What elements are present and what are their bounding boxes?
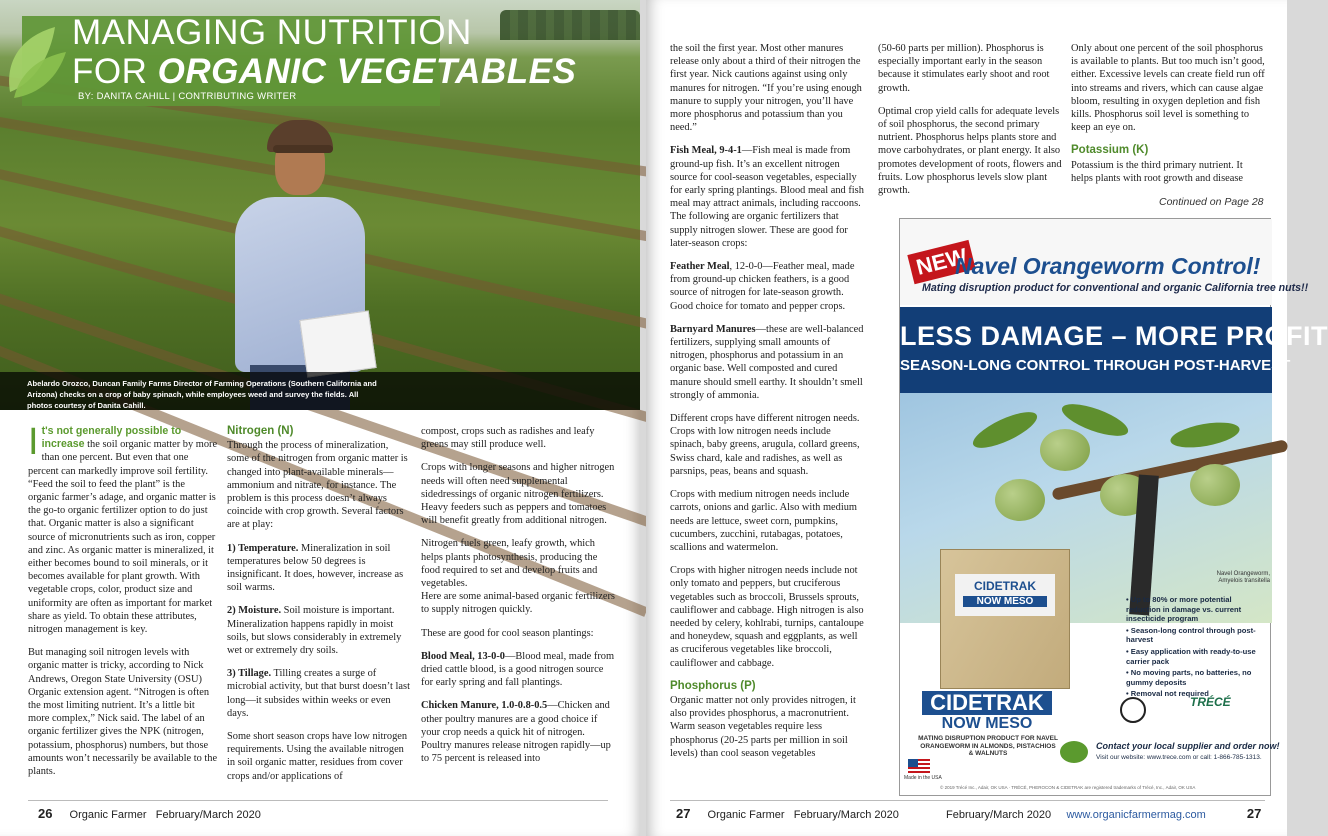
issue-date: February/March 2020 [155,809,261,821]
leaf-logo-icon [0,12,72,108]
ad-new-badge: NEW [907,240,976,284]
trece-logo: TRÉCÉ [1190,695,1231,709]
paragraph: Optimal crop yield calls for adequate levels of soil phosphorus, the second primary nutrient. Phosphorus helps plants store and move carbohydrates, or plant energy. It also promotes development of roots, flowers and fruits. Low phosphorus levels slow plant growth. [878,105,1062,197]
footer-rule [28,800,608,801]
ad-contact-details: Visit our website: www.trece.com or call: 1-866-785-1313. [1096,754,1262,761]
section-heading-nitrogen: Nitrogen (N) [227,425,294,437]
ad-bullet: • Removal not required [1126,689,1266,699]
section-heading-phosphorus: Phosphorus (P) [670,679,756,692]
ad-banner-subtitle: SEASON-LONG CONTROL THROUGH POST-HARVEST [900,357,1291,374]
intro-paragraph: It's not generally possible to increase the soil organic matter by more than one percent. But even that one percent can markedly improve soil fertility. “Feed the soil to feed the plant” is the organic farmer’s adage, and organic matter is the go-to organic fertilizer option to do just that. Organic matter is also a significant source of micronutrients such as iron, copper and zinc. As organic matter is mineralized, it either becomes bound to soil minerals, or it becomes available for plant growth. With vegetable crops, color, product size and uniformity are often as important for market share as yield. To obtain these attributes, nitrogen management is key. [28,421,218,636]
paragraph: 1) Temperature. Mineralization in soil temperatures below 50 degrees is insignificant. It does, however, increase as soil warms. [227,542,404,594]
ad-box-label: CIDETRAK NOW MESO [955,574,1055,616]
paragraph: Organic matter not only provides nitrogen, it also provides phosphorus, a macronutrient. Warm season vegetables require less phosphorus (20-25 parts per million in soil levels) than cool season vegetables [670,694,856,759]
website-link[interactable]: www.organicfarmermag.com [1066,809,1206,821]
paragraph: Blood Meal, 13-0-0—Blood meal, made from dried cattle blood, is a good nitrogen source for early spring and fall plantings. [421,650,615,689]
ad-bullet: • No moving parts, no batteries, no gummy deposits [1126,668,1266,687]
clipboard [299,310,376,377]
paragraph: Through the process of mineralization, some of the nitrogen from organic matter is changed into plant-available minerals—ammonium and nitrate, for instance. The problem is this process doesn’t always coincide with crop growth. Several factors are at play: [227,440,408,531]
left-column-2 [227,425,410,793]
issue-date: February/March 2020 [946,809,1052,821]
ad-subheadline: Mating disruption product for conventional and organic California tree nuts!! [922,282,1309,294]
right-column-1 [670,42,864,770]
paragraph: Potassium is the third primary nutrient. It helps plants with root growth and disease [1071,159,1243,184]
ad-fine-print: © 2019 Trécé Inc., Adair, OK USA · TRÉCÉ, PHEROCON & CIDETRAK are registered trademarks of Trécé, Inc., Adair, OK USA [940,785,1196,790]
magazine-name: Organic Farmer [69,809,147,821]
ad-bullet: • Up to 80% or more potential reduction in damage vs. current insecticide program [1126,595,1266,624]
paragraph: 3) Tillage. Tilling creates a surge of microbial activity, but that burst doesn’t last long—it subsides within weeks or even days. [227,668,410,719]
right-footer-right [946,806,1261,821]
article-title-line2: FOR ORGANIC VEGETABLES [72,52,577,91]
right-footer-left [676,806,899,821]
organic-badge-icon [1060,741,1088,763]
paragraph: Crops with higher nitrogen needs include not only tomato and peppers, but cruciferous vegetables such as broccoli, Brussels sprouts, cauliflower and cabbage. High nitrogen is also needed by celery, kohlrabi, turnips, cantaloupe and honeydew, squash and eggplants, as well as cruciferous vegetables like broccoli, cauliflower and cabbage. [670,565,864,669]
right-page [646,0,1328,836]
paragraph: compost, crops such as radishes and leafy greens may still produce well. [421,426,595,451]
right-column-3 [1071,42,1265,195]
section-heading-potassium: Potassium (K) [1071,144,1149,157]
ad-bullet: • Easy application with ready-to-use carrier pack [1126,647,1266,666]
issue-date: February/March 2020 [793,809,899,821]
cidetrak-logo: CIDETRAK NOW MESO [922,691,1052,733]
tree-line [500,10,640,40]
ad-bullet: • Season-long control through post-harvest [1126,626,1266,645]
ad-contact: Contact your local supplier and order now! [1096,741,1280,751]
paragraph: Nitrogen fuels green, leafy growth, which helps plants photosynthesis, producing the food required to set and develop fruits and vegetables. [421,538,598,590]
left-column-1 [28,421,218,788]
ad-almond [1040,429,1090,471]
paragraph: Feather Meal, 12-0-0—Feather meal, made from ground-up chicken feathers, is a good source of nitrogen for late-season growth. Good choice for tomato and pepper crops. [670,261,855,312]
dropcap: I [28,421,39,463]
page-number: 27 [676,806,691,821]
cidetrak-advertisement [899,218,1328,796]
paragraph: Fish Meal, 9-4-1—Fish meal is made from ground-up fish. It’s an excellent nitrogen source for cool-season vegetables, especially for early spring plantings. Blood meal and fish meal may attract animals, including raccoons. [670,145,864,210]
ad-almond [1190,464,1240,506]
paragraph: These are good for cool season plantings: [421,627,594,639]
ad-banner-title: LESS DAMAGE – MORE PROFIT [900,321,1328,351]
photo-caption: Abelardo Orozco, Duncan Family Farms Director of Farming Operations (Southern California and Arizona) checks on a crop of baby spinach, while employees weed and survey the fields. All photos courtesy of Danita Cahill. [27,379,377,410]
ad-species-tag: Navel Orangeworm, Amyelois transitella [1216,571,1270,584]
left-page [0,0,640,836]
farmer-figure [225,115,385,410]
ad-headline: Navel Orangeworm Control! [955,253,1261,279]
paragraph: Crops with longer seasons and higher nitrogen needs will often need supplemental sidedressings of organic nitrogen fertilizers. Heavy feeders such as peppers and tomatoes will benefit greatly from additional nitrogen. [421,462,615,527]
magazine-name: Organic Farmer [707,809,785,821]
left-footer [38,806,261,821]
made-in-usa: Made in the USA [904,775,942,781]
paragraph: Different crops have different nitrogen needs. Crops with low nitrogen needs include spinach, baby greens, arugula, collard greens, Swiss chard, kale and radishes, as well as parsnips, peas, beans and squash. [670,413,860,477]
paragraph: Here are some animal-based organic fertilizers to supply nitrogen quickly. [421,591,615,616]
paragraph: The following are organic fertilizers that supply nitrogen slower. These are good for later-season crops: [670,211,848,249]
article-title-line1: MANAGING NUTRITION [72,13,472,52]
right-column-2 [878,42,1063,207]
ad-bullet-list [1126,595,1266,701]
page-number: 27 [1246,806,1262,821]
left-column-3 [421,425,616,775]
paragraph: the soil the first year. Most other manures release only about a third of their nitrogen the first year. Nick cautions against using only manures for nitrogen. “If you’re using enough manure to supply your nitrogen, you’ll have more phosphorus and potassium than you need.” [670,43,862,134]
ad-product-text: MATING DISRUPTION PRODUCT FOR NAVEL ORANGEWORM IN ALMONDS, PISTACHIOS & WALNUTS [918,735,1058,757]
paragraph: Only about one percent of the soil phosphorus is available to plants. But too much isn’t good, either. Excessive levels can create field run off into streams and rivers, which can cause algae bloom, resulting in oxygen depletion and fish kills. Phosphorus soil level is something to keep an eye on. [1071,43,1265,134]
paragraph: Some short season crops have low nitrogen requirements. Using the available nitrogen in soil organic matter, residues from cover crops and/or applications of [227,731,408,782]
ad-almond [995,479,1045,521]
page-number: 26 [38,806,53,821]
byline: BY: DANITA CAHILL | CONTRIBUTING WRITER [78,91,297,102]
usda-seal-icon [1120,697,1146,723]
footer-rule [670,800,1265,801]
continued-note: Continued on Page 28 [1159,196,1264,208]
ad-product-box [940,549,1070,689]
paragraph: (50-60 parts per million). Phosphorus is especially important early in the season because it stimulates early shoot and root growth. [878,43,1050,94]
paragraph: But managing soil nitrogen levels with organic matter is tricky, according to Nick Andrews, Oregon State University (OSU) Organic extension agent. “Nitrogen is often the most limiting nutrient. It’s a little bit more complex,” Nick said. The label of an organic fertilizer gives the NPK (nitrogen, potassium, phosphorus) numbers, but those amounts won’t necessarily be available to the plants. [28,647,218,778]
paragraph: 2) Moisture. Soil moisture is important. Mineralization happens rapidly in moist soils, but slows considerably in extremely wet or extremely dry soils. [227,605,402,657]
us-flag-icon [908,759,930,773]
paragraph: Barnyard Manures—these are well-balanced fertilizers, supplying small amounts of nitrogen, phosphorus and potassium in an organic base. Well composted and cured manure should smell earthy. It shouldn’t smell strongly of ammonia. [670,323,864,401]
paragraph: Crops with medium nitrogen needs include carrots, onions and garlic. Also with medium needs are lettuce, sweet corn, pumpkins, cucumbers, zucchini, rutabagas, potatoes, scallions and watermelon. [670,489,858,553]
paragraph: Chicken Manure, 1.0-0.8-0.5—Chicken and other poultry manures are a good choice if your crop needs a quick hit of nitrogen. Poultry manures release nitrogen rapidly—up to 75 percent is released into [421,700,611,765]
